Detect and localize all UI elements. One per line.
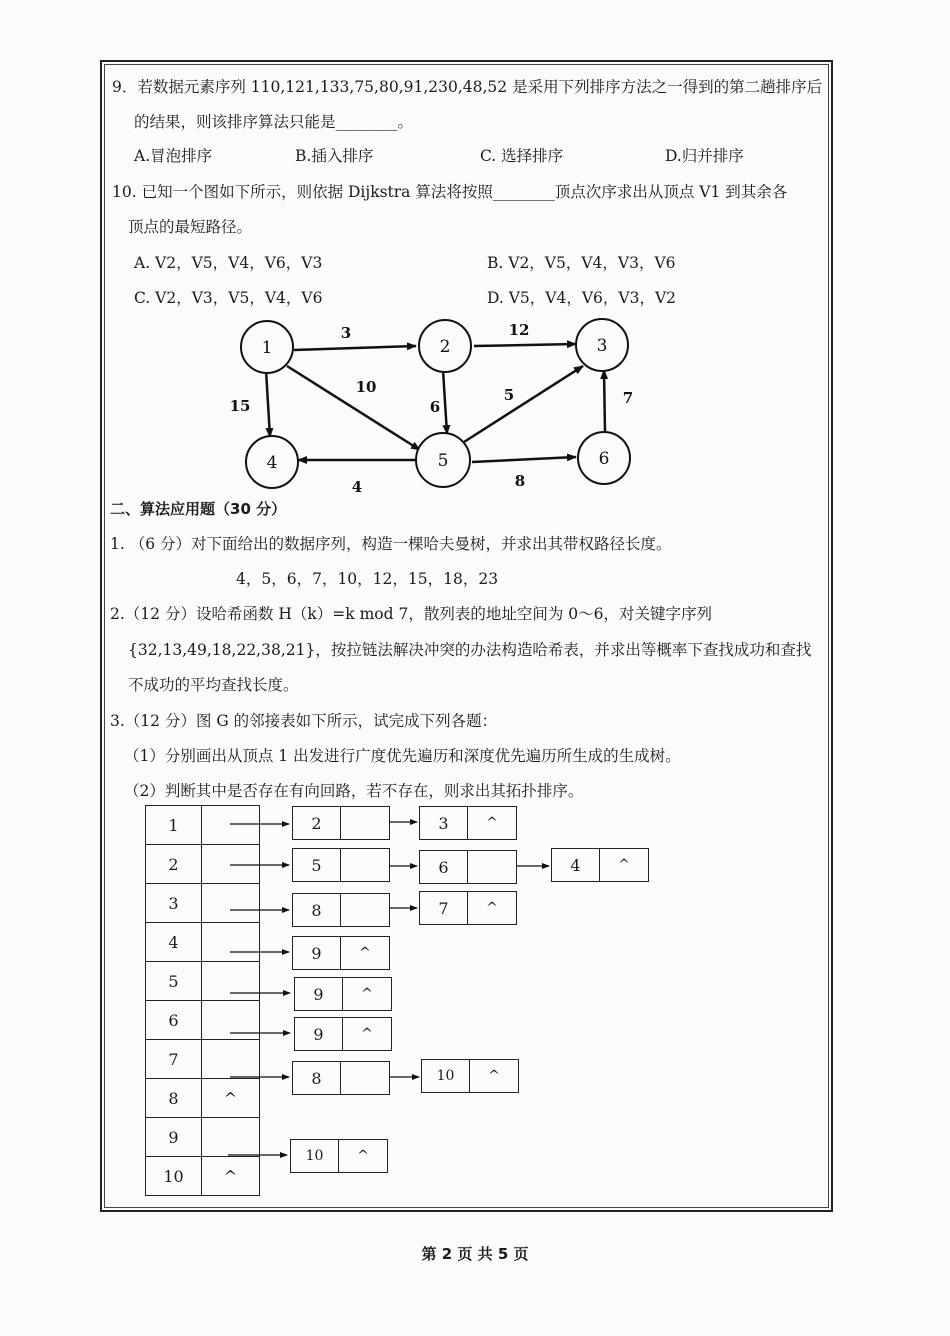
adj-node-6-1: 9 ^ [294,1017,392,1051]
s2-q2-line1: 2.（12 分）设哈希函数 H（k）=k mod 7，散列表的地址空间为 0～6，对关键字序列 [110,605,712,623]
graph-node-3-label: 3 [596,336,608,356]
s2-q2-line2: {32,13,49,18,22,38,21}，按拉链法解决冲突的办法构造哈希表，并求出等概率下查找成功和查找 [128,641,812,659]
weight-5-3: 5 [503,386,515,404]
s2-q2-line3: 不成功的平均查找长度。 [128,676,299,694]
q10-option-d: D. V5，V4，V6，V3，V2 [487,289,677,307]
adj-node-1-2: 3 ^ [419,806,517,840]
weight-5-4: 4 [351,478,363,496]
adj-node-2-2: 6 [419,850,517,884]
s2-q1-data: 4，5，6，7，10，12，15，18，23 [236,570,499,588]
q10-option-a: A. V2，V5，V4，V6，V3 [134,254,323,272]
q10-option-c: C. V2，V3，V5，V4，V6 [134,289,323,307]
graph-node-6-label: 6 [598,449,610,469]
adj-node-2-1: 5 [292,848,390,882]
weight-2-5: 6 [429,398,441,416]
q9-line2: 的结果，则该排序算法只能是________。 [134,113,414,131]
graph-node-4-label: 4 [266,453,278,473]
weight-1-5: 10 [355,378,377,396]
weight-6-3: 7 [622,389,634,407]
adj-node-2-3: 4 ^ [551,848,649,882]
adj-vertex-7: 7 [146,1040,202,1079]
adj-vertex-9: 9 [146,1118,202,1157]
adj-node-9-1: 10 ^ [290,1139,388,1173]
adj-vertex-10: 10 [146,1157,202,1196]
adj-null-10: ^ [202,1157,260,1196]
q10-line1: 10. 已知一个图如下所示，则依据 Dijkstra 算法将按照________顶点次序求出从顶点 V1 到其余各 [112,183,788,201]
adj-node-5-1: 9 ^ [294,977,392,1011]
q9-option-b: B.插入排序 [295,147,374,165]
s2-q1-line1: 1. （6 分）对下面给出的数据序列，构造一棵哈夫曼树，并求出其带权路径长度。 [110,535,672,553]
section2-title: 二、算法应用题（30 分） [110,500,287,518]
adj-node-4-1: 9 ^ [292,936,390,970]
adj-null-8: ^ [202,1079,260,1118]
q9-option-c: C. 选择排序 [480,147,564,165]
adj-node-3-2: 7 ^ [419,891,517,925]
s2-q3-sub2: （2）判断其中是否存在有向回路，若不存在，则求出其拓扑排序。 [124,782,584,800]
q9-option-a: A.冒泡排序 [134,147,213,165]
graph-node-5-label: 5 [437,451,449,471]
adj-vertex-1: 1 [146,806,202,845]
adj-vertex-6: 6 [146,1001,202,1040]
adj-vertex-5: 5 [146,962,202,1001]
adj-node-7-1: 8 [292,1061,390,1095]
adj-vertex-8: 8 [146,1079,202,1118]
s2-q3-line1: 3.（12 分）图 G 的邻接表如下所示，试完成下列各题： [110,712,498,730]
adj-vertex-2: 2 [146,845,202,884]
weight-5-6: 8 [514,472,526,490]
adj-node-1-1: 2 [292,806,390,840]
weight-1-4: 15 [229,397,251,415]
adj-node-3-1: 8 [292,893,390,927]
q10-line2: 顶点的最短路径。 [128,218,253,236]
adj-vertex-4: 4 [146,923,202,962]
q10-option-b: B. V2，V5，V4，V3，V6 [487,254,676,272]
q9-line1: 9．若数据元素序列 110,121,133,75,80,91,230,48,52 是采用下列排序方法之一得到的第二趟排序后 [112,78,823,96]
page-footer: 第 2 页 共 5 页 [421,1245,529,1263]
s2-q3-sub1: （1）分别画出从顶点 1 出发进行广度优先遍历和深度优先遍历所生成的生成树。 [124,747,681,765]
adj-vertex-3: 3 [146,884,202,923]
graph-node-2-label: 2 [439,337,451,357]
weight-2-3: 12 [508,321,530,339]
q9-option-d: D.归并排序 [665,147,744,165]
weight-1-2: 3 [340,324,352,342]
graph-node-1-label: 1 [261,338,273,358]
adj-node-7-2: 10 ^ [421,1059,519,1093]
